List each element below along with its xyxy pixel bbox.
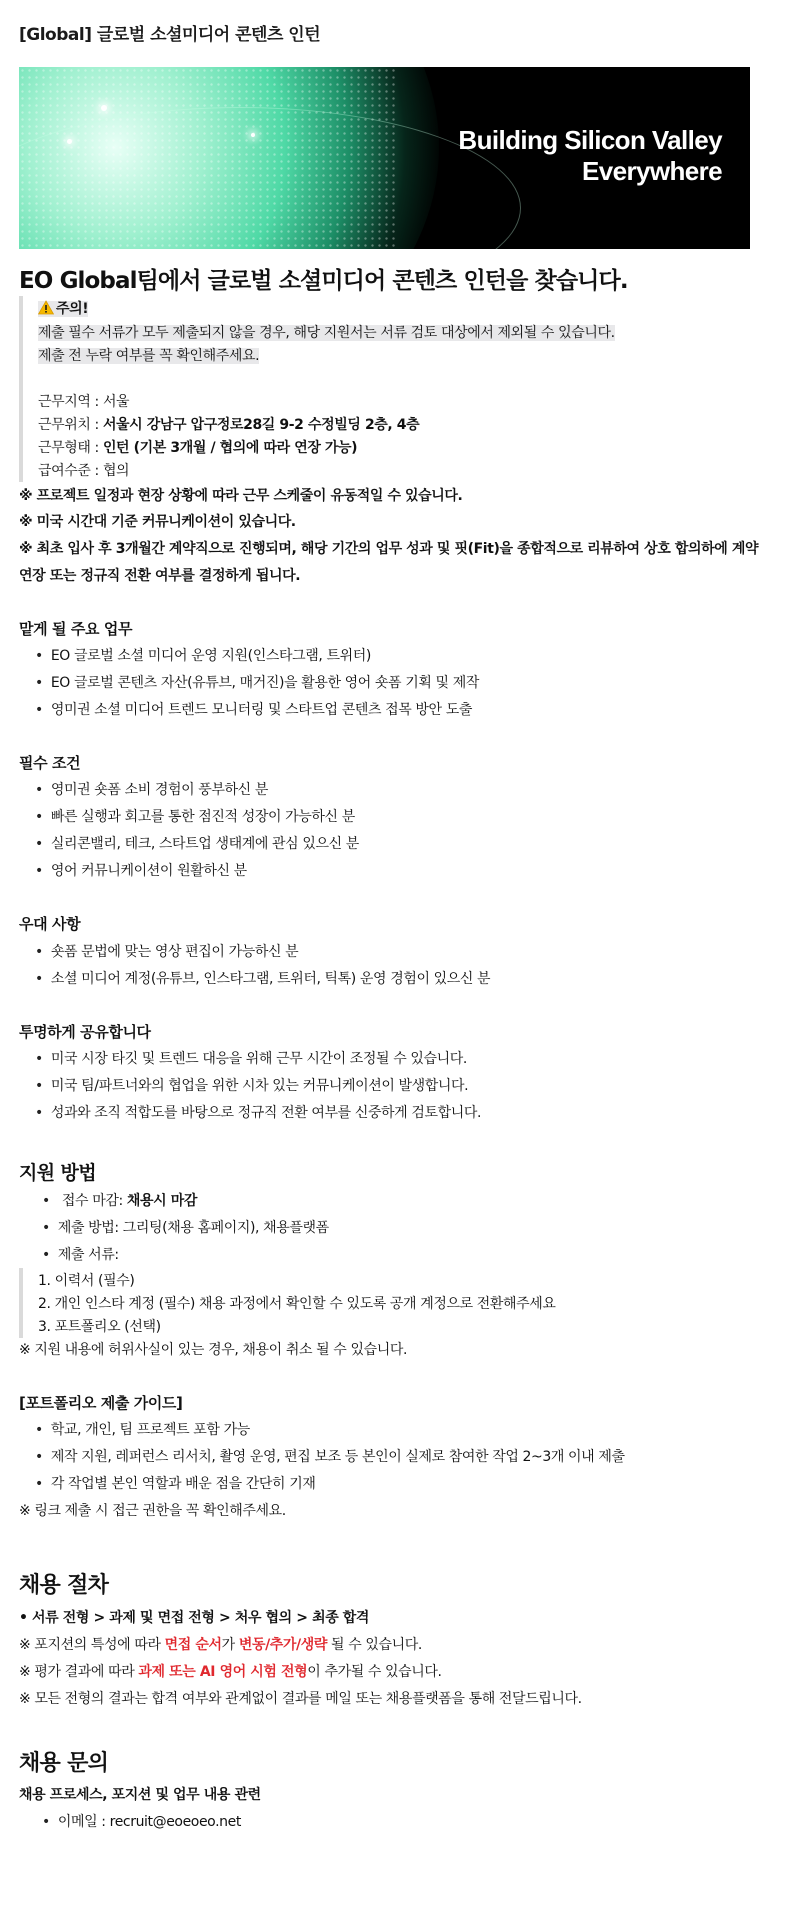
list-item: • 숏폼 문법에 맞는 영상 편집이 가능하신 분 bbox=[35, 941, 298, 963]
list-item: • 영미권 숏폼 소비 경험이 풍부하신 분 bbox=[35, 779, 268, 801]
spark-icon bbox=[67, 139, 72, 144]
job-type: 근무형태 : 인턴 (기본 3개월 / 협의에 따라 연장 가능) bbox=[38, 440, 358, 456]
transparency-title: 투명하게 공유합니다 bbox=[19, 1023, 151, 1041]
requirements-title: 필수 조건 bbox=[19, 754, 81, 772]
doc-item: 2. 개인 인스타 계정 (필수) 채용 과정에서 확인할 수 있도록 공개 계정으로 전환해주세요 bbox=[38, 1296, 556, 1312]
list-item: • 미국 팀/파트너와의 협업을 위한 시차 있는 커뮤니케이션이 발생합니다. bbox=[35, 1075, 468, 1097]
list-item: • 빠른 실행과 회고를 통한 점진적 성장이 가능하신 분 bbox=[35, 806, 355, 828]
notice-label: 주의! bbox=[56, 301, 89, 317]
portfolio-title: [포트폴리오 제출 가이드] bbox=[19, 1394, 183, 1412]
headline: EO Global팀에서 글로벌 소셜미디어 콘텐츠 인턴을 찾습니다. bbox=[19, 268, 628, 294]
process-title: 채용 절차 bbox=[19, 1573, 109, 1598]
doc-item: 3. 포트폴리오 (선택) bbox=[38, 1319, 161, 1335]
apply-method: • 제출 방법: 그리팅(채용 홈페이지), 채용플랫폼 bbox=[42, 1217, 329, 1239]
orbit-arc bbox=[19, 107, 521, 249]
quote-bar bbox=[19, 1268, 23, 1338]
preferred-title: 우대 사항 bbox=[19, 915, 81, 933]
list-item: • EO 글로벌 소셜 미디어 운영 지원(인스타그램, 트위터) bbox=[35, 645, 371, 667]
job-address: 근무위치 : 서울시 강남구 압구정로28길 9-2 수정빌딩 2층, 4층 bbox=[38, 417, 420, 433]
notice-label-row bbox=[38, 298, 88, 320]
doc-item: 1. 이력서 (필수) bbox=[38, 1273, 135, 1289]
list-item: • 제작 지원, 레퍼런스 리서치, 촬영 운영, 편집 보조 등 본인이 실제로 참여한 작업 2~3개 이내 제출 bbox=[35, 1446, 625, 1468]
process-note-2: ※ 평가 결과에 따라 과제 또는 AI 영어 시험 전형이 추가될 수 있습니다. bbox=[19, 1664, 442, 1680]
remark-timezone: ※ 미국 시간대 기준 커뮤니케이션이 있습니다. bbox=[19, 514, 296, 530]
contact-subtitle: 채용 프로세스, 포지션 및 업무 내용 관련 bbox=[19, 1787, 261, 1803]
list-item: • 미국 시장 타깃 및 트렌드 대응을 위해 근무 시간이 조정될 수 있습니다. bbox=[35, 1048, 467, 1070]
banner-slogan bbox=[458, 125, 722, 187]
banner-line-1: Building Silicon Valley bbox=[458, 125, 722, 155]
contact-title: 채용 문의 bbox=[19, 1751, 109, 1776]
list-item: • EO 글로벌 콘텐츠 자산(유튜브, 매거진)을 활용한 영어 숏폼 기획 및 제작 bbox=[35, 672, 479, 694]
list-item: • 영어 커뮤니케이션이 원활하신 분 bbox=[35, 860, 247, 882]
process-note-3: ※ 모든 전형의 결과는 합격 여부와 관계없이 결과를 메일 또는 채용플랫폼을 통해 전달드립니다. bbox=[19, 1691, 582, 1707]
remark-schedule: ※ 프로젝트 일정과 현장 상황에 따라 근무 스케줄이 유동적일 수 있습니다. bbox=[19, 488, 463, 504]
remark-contract-1: ※ 최초 입사 후 3개월간 계약직으로 진행되며, 해당 기간의 업무 성과 및 핏(Fit)을 종합적으로 리뷰하여 상호 합의하에 계약 bbox=[19, 541, 759, 557]
list-item: • 학교, 개인, 팀 프로젝트 포함 가능 bbox=[35, 1419, 250, 1441]
process-steps: • 서류 전형 > 과제 및 면접 전형 > 처우 협의 > 최종 합격 bbox=[19, 1610, 370, 1626]
remark-contract-2: 연장 또는 정규직 전환 여부를 결정하게 됩니다. bbox=[19, 568, 301, 584]
portfolio-note: ※ 링크 제출 시 접근 권한을 꼭 확인해주세요. bbox=[19, 1503, 286, 1519]
spark-icon bbox=[251, 133, 255, 137]
notice-line-1: 제출 필수 서류가 모두 제출되지 않을 경우, 해당 지원서는 서류 검토 대상에서 제외될 수 있습니다. bbox=[38, 325, 615, 341]
list-item: • 영미권 소셜 미디어 트렌드 모니터링 및 스타트업 콘텐츠 접목 방안 도출 bbox=[35, 699, 472, 721]
list-item: • 소셜 미디어 계정(유튜브, 인스타그램, 트위터, 틱톡) 운영 경험이 있으신 분 bbox=[35, 968, 490, 990]
list-item: • 각 작업별 본인 역할과 배운 점을 간단히 기재 bbox=[35, 1473, 315, 1495]
hero-banner bbox=[19, 67, 750, 249]
spark-icon bbox=[101, 105, 107, 111]
process-note-1: ※ 포지션의 특성에 따라 면접 순서가 변동/추가/생략 될 수 있습니다. bbox=[19, 1637, 422, 1653]
notice-line-2: 제출 전 누락 여부를 꼭 확인해주세요. bbox=[38, 348, 260, 364]
apply-title: 지원 방법 bbox=[19, 1162, 97, 1184]
warning-icon bbox=[38, 300, 54, 315]
apply-deadline: • 접수 마감: 채용시 마감 bbox=[42, 1190, 197, 1212]
page-title: [Global] 글로벌 소셜미디어 콘텐츠 인턴 bbox=[19, 25, 321, 45]
quote-bar bbox=[19, 296, 23, 482]
banner-line-2: Everywhere bbox=[582, 156, 722, 186]
list-item: • 실리콘밸리, 테크, 스타트업 생태계에 관심 있으신 분 bbox=[35, 833, 359, 855]
contact-email[interactable]: • 이메일 : recruit@eoeoeo.net bbox=[42, 1811, 241, 1833]
job-salary: 급여수준 : 협의 bbox=[38, 463, 130, 479]
job-location: 근무지역 : 서울 bbox=[38, 394, 130, 410]
duties-title: 맡게 될 주요 업무 bbox=[19, 620, 133, 638]
list-item: • 성과와 조직 적합도를 바탕으로 정규직 전환 여부를 신중하게 검토합니다. bbox=[35, 1102, 481, 1124]
apply-docs-label: • 제출 서류: bbox=[42, 1244, 119, 1266]
apply-warning: ※ 지원 내용에 허위사실이 있는 경우, 채용이 취소 될 수 있습니다. bbox=[19, 1342, 408, 1358]
